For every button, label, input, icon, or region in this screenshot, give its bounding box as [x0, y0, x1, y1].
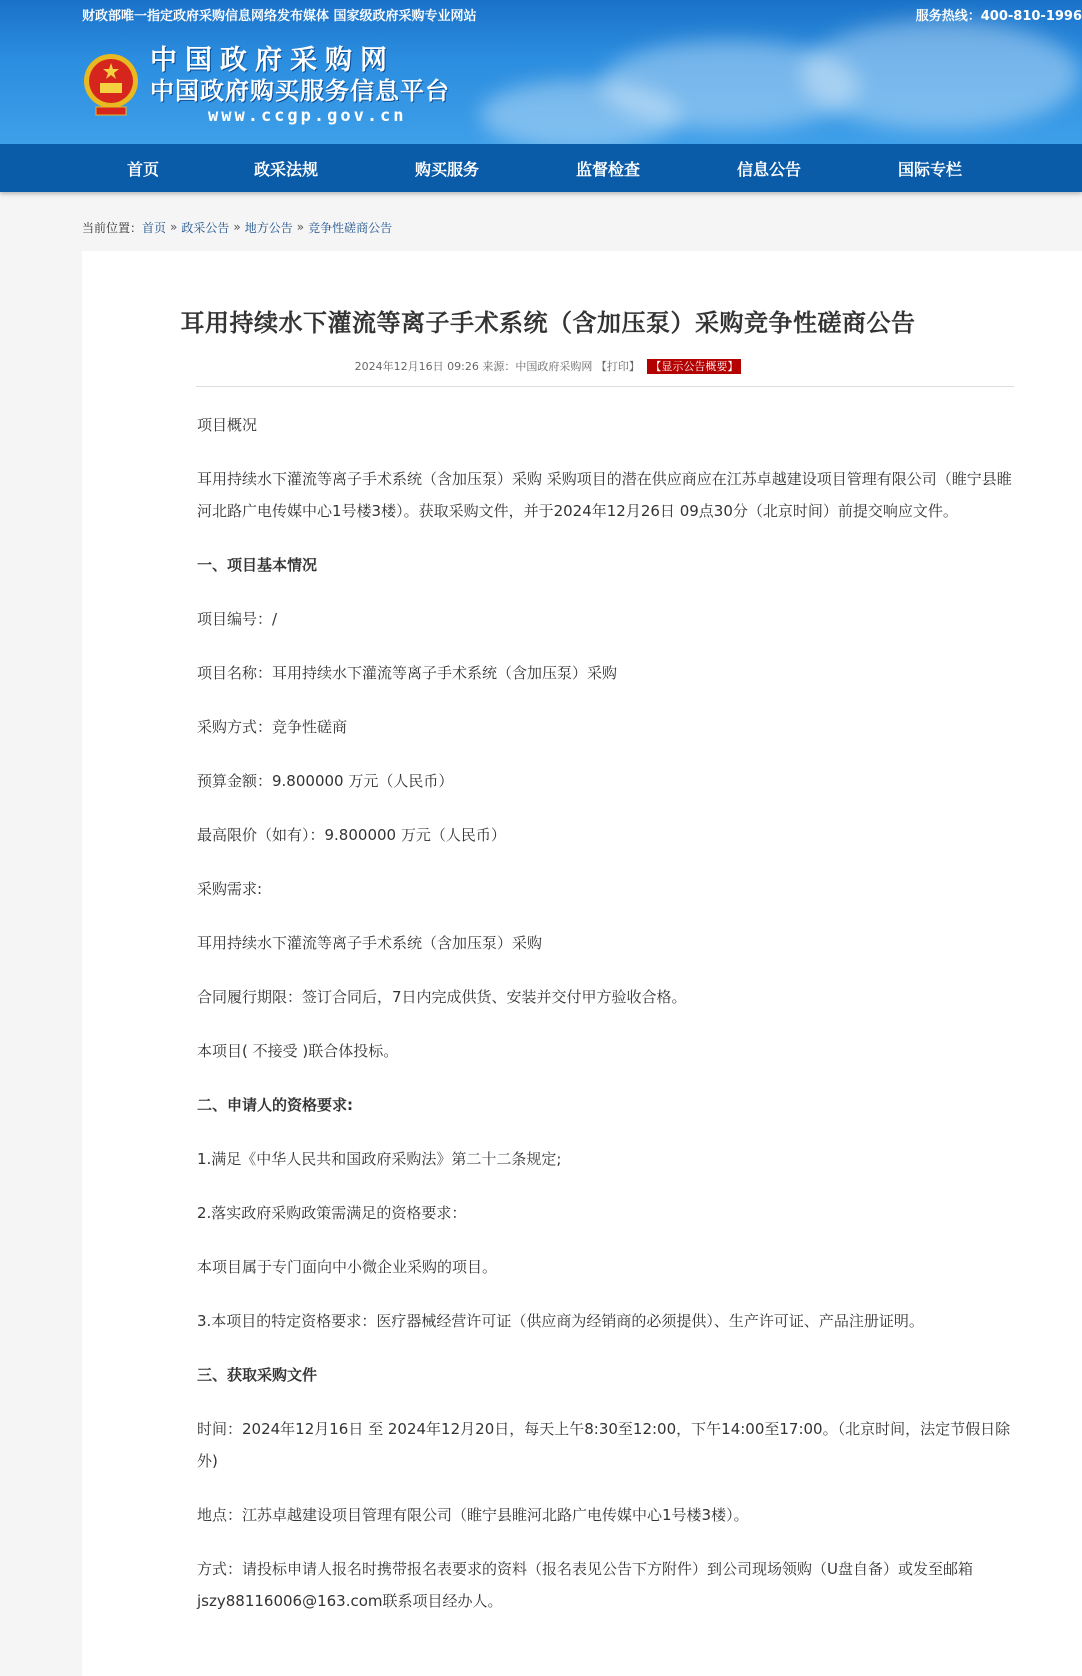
article-paragraph: 二、申请人的资格要求: — [197, 1096, 353, 1114]
print-link[interactable]: 【打印】 — [595, 360, 640, 373]
article-paragraph: 最高限价（如有）：9.800000 万元（人民币） — [197, 826, 506, 844]
slogan: 财政部唯一指定政府采购信息网络发布媒体 国家级政府采购专业网站 — [82, 8, 477, 24]
article-paragraph: 方式：请投标申请人报名时携带报名表要求的资料（报名表见公告下方附件）到公司现场领购（U盘自备）或发至邮箱jszy88116006@163.com联系项目经办人。 — [197, 1560, 973, 1610]
site-header — [0, 0, 1082, 144]
nav-supervision[interactable]: 监督检查 — [576, 159, 641, 179]
article-paragraph: 1.满足《中华人民共和国政府采购法》第二十二条规定; — [197, 1150, 562, 1168]
article-paragraph: 采购方式：竞争性磋商 — [197, 718, 348, 736]
page-title: 耳用持续水下灌流等离子手术系统（含加压泵）采购竞争性磋商公告 — [180, 309, 916, 337]
show-summary-button[interactable]: 【显示公告概要】 — [647, 359, 741, 374]
nav-international[interactable]: 国际专栏 — [898, 159, 963, 179]
article-paragraph: 采购需求: — [197, 880, 263, 898]
article-paragraph: 合同履行期限：签订合同后，7日内完成供货、安装并交付甲方验收合格。 — [197, 988, 687, 1006]
national-emblem-icon — [82, 51, 140, 121]
main-nav — [0, 144, 1082, 192]
article-paragraph: 地点：江苏卓越建设项目管理有限公司（睢宁县睢河北路广电传媒中心1号楼3楼）。 — [197, 1506, 749, 1524]
cloud-decoration — [800, 20, 1080, 130]
breadcrumb-label: 当前位置： — [82, 220, 143, 235]
article-paragraph: 项目概况 — [197, 416, 258, 434]
article-paragraph: 一、项目基本情况 — [197, 556, 318, 574]
logo-url: www.ccgp.gov.cn — [208, 106, 407, 126]
article-paragraph: 耳用持续水下灌流等离子手术系统（含加压泵）采购 采购项目的潜在供应商应在江苏卓越建设项目管理有限公司（睢宁县睢河北路广电传媒中心1号楼3楼）。获取采购文件，并于2024年12月26日 09点30分（北京时间）前提交响应文件。 — [197, 470, 1012, 520]
article-body — [82, 387, 1017, 1617]
article-paragraph: 预算金额：9.800000 万元（人民币） — [197, 772, 454, 790]
logo-subtitle: 中国政府购买服务信息平台 — [150, 77, 450, 105]
hotline: 服务热线：400-810-1996 — [915, 8, 1082, 24]
article-paragraph: 2.落实政府采购政策需满足的资格要求： — [197, 1204, 467, 1222]
article-paragraph: 本项目( 不接受 )联合体投标。 — [197, 1042, 399, 1060]
article-paragraph: 本项目属于专门面向中小微企业采购的项目。 — [197, 1258, 498, 1276]
publish-info: 2024年12月16日 09:26 来源：中国政府采购网 — [354, 360, 593, 373]
article-paragraph: 项目编号：/ — [197, 610, 278, 628]
breadcrumb: 当前位置： 首页 » 政采公告 » 地方公告 » 竞争性磋商公告 — [82, 220, 393, 235]
article-paragraph: 项目名称：耳用持续水下灌流等离子手术系统（含加压泵）采购 — [197, 664, 618, 682]
nav-regulations[interactable]: 政采法规 — [254, 159, 319, 179]
site-logo[interactable] — [82, 46, 450, 126]
breadcrumb-local[interactable]: 地方公告 — [244, 220, 293, 235]
logo-title: 中国政府采购网 — [150, 45, 395, 76]
breadcrumb-current[interactable]: 竞争性磋商公告 — [308, 220, 393, 235]
article-paragraph: 三、获取采购文件 — [197, 1366, 318, 1384]
top-bar — [0, 0, 1082, 28]
article-paragraph: 耳用持续水下灌流等离子手术系统（含加压泵）采购 — [197, 934, 543, 952]
breadcrumb-home[interactable]: 首页 — [142, 220, 167, 235]
article-paragraph: 3.本项目的特定资格要求：医疗器械经营许可证（供应商为经销商的必须提供）、生产许可证、产品注册证明。 — [197, 1312, 924, 1330]
nav-announcements[interactable]: 信息公告 — [737, 159, 802, 179]
article-container — [82, 251, 1082, 1676]
nav-purchase-services[interactable]: 购买服务 — [415, 159, 480, 179]
nav-home[interactable]: 首页 — [127, 159, 160, 179]
article-paragraph: 时间：2024年12月16日 至 2024年12月20日，每天上午8:30至12:00，下午14:00至17:00。（北京时间，法定节假日除外) — [197, 1420, 1011, 1470]
article-meta — [82, 358, 1014, 374]
cloud-decoration — [480, 80, 680, 144]
breadcrumb-procurement[interactable]: 政采公告 — [181, 220, 230, 235]
